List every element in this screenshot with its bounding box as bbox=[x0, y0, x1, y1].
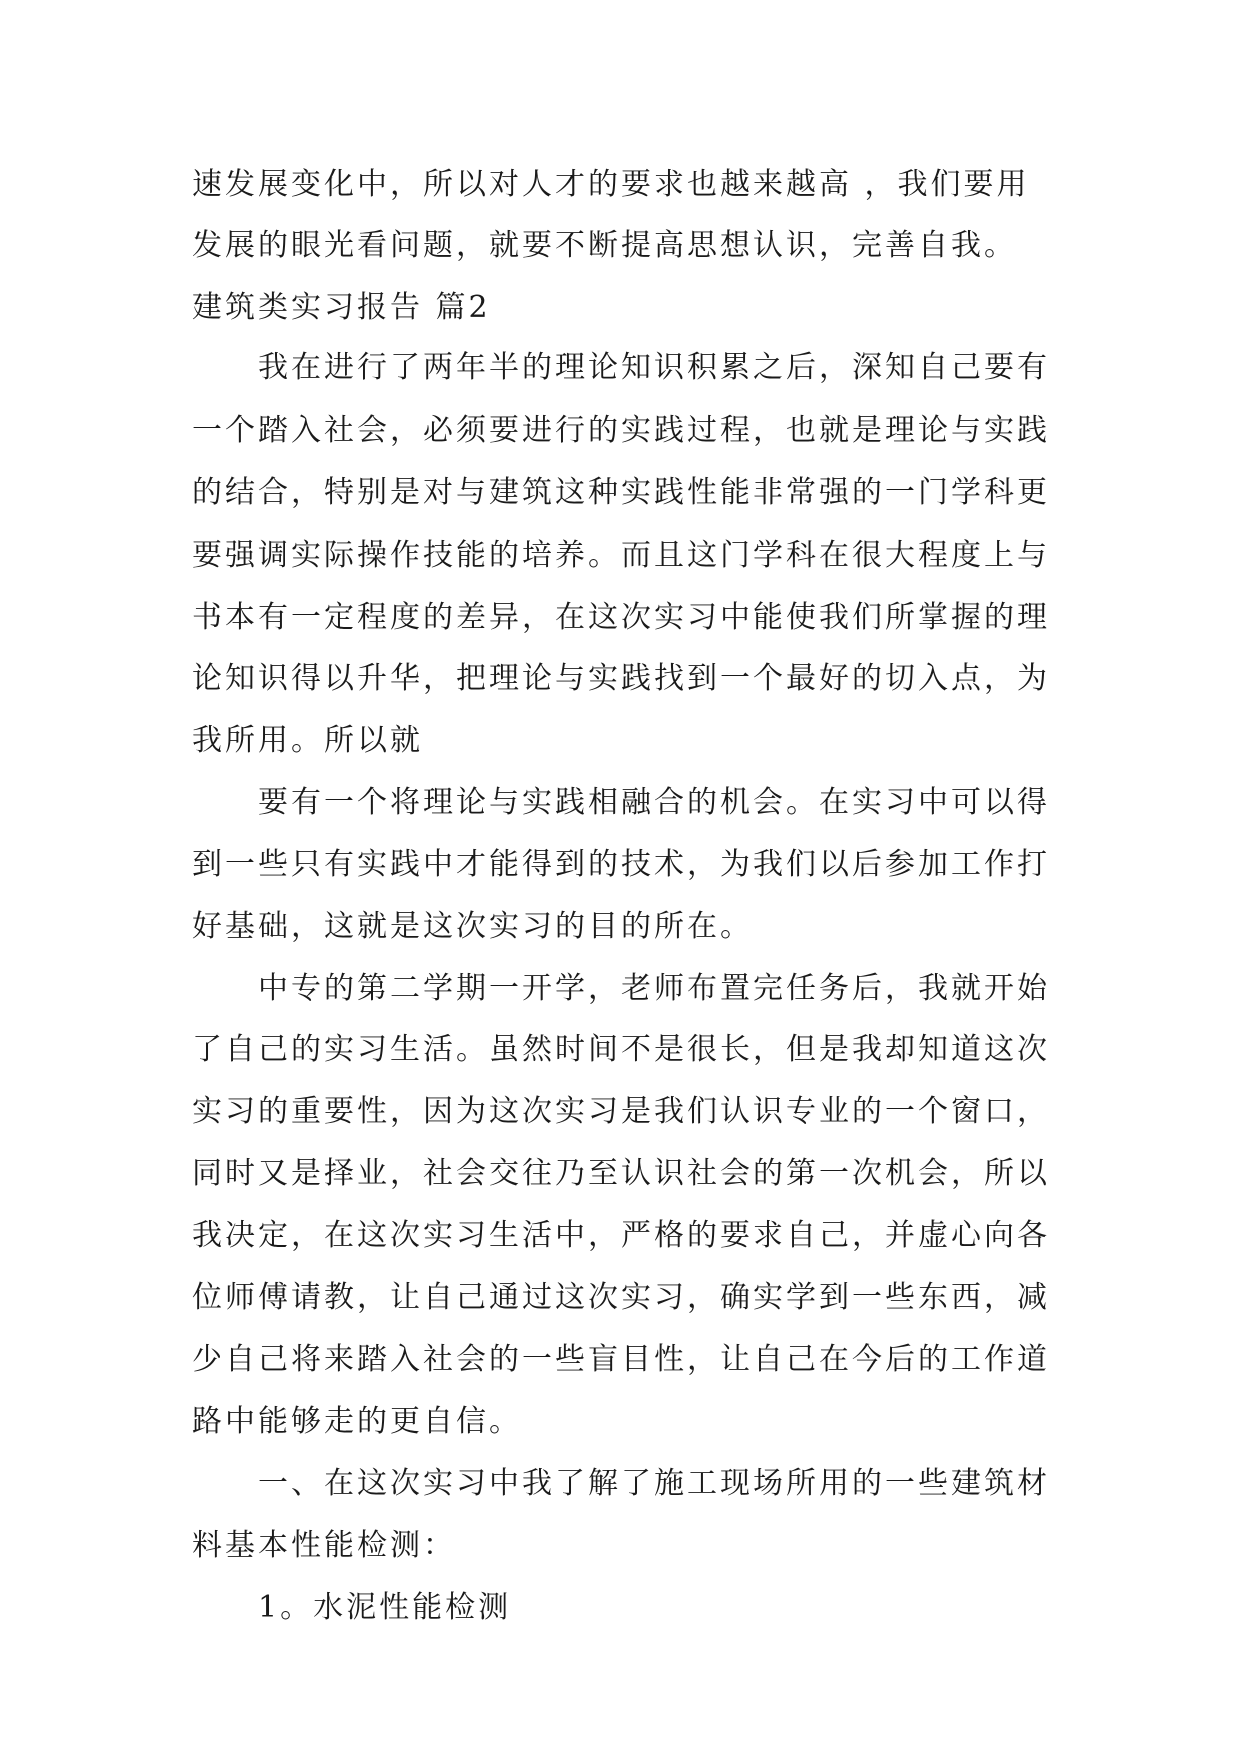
text-line: 要强调实际操作技能的培养。而且这门学科在很大程度上与 bbox=[192, 538, 1050, 573]
text-line: 了自己的实习生活。虽然时间不是很长，但是我却知道这次 bbox=[192, 1032, 1050, 1067]
text-line: 我所用。所以就 bbox=[192, 723, 423, 758]
numbered-item: 1。水泥性能检测 bbox=[258, 1590, 512, 1625]
paragraph-first-line: 要有一个将理论与实践相融合的机会。在实习中可以得 bbox=[258, 785, 1050, 820]
text-line: 位师傅请教，让自己通过这次实习，确实学到一些东西，减 bbox=[192, 1280, 1050, 1315]
text-line: 实习的重要性，因为这次实习是我们认识专业的一个窗口， bbox=[192, 1094, 1050, 1129]
text-line: 少自己将来踏入社会的一些盲目性，让自己在今后的工作道 bbox=[192, 1342, 1050, 1377]
text-line: 的结合，特别是对与建筑这种实践性能非常强的一门学科更 bbox=[192, 475, 1050, 510]
section-heading: 建筑类实习报告 篇2 bbox=[192, 290, 491, 325]
text-line: 料基本性能检测： bbox=[192, 1528, 456, 1563]
paragraph-first-line: 我在进行了两年半的理论知识积累之后，深知自己要有 bbox=[258, 350, 1050, 385]
text-line: 到一些只有实践中才能得到的技术，为我们以后参加工作打 bbox=[192, 847, 1050, 882]
text-line: 发展的眼光看问题，就要不断提高思想认识，完善自我。 bbox=[192, 228, 1017, 263]
text-line: 论知识得以升华，把理论与实践找到一个最好的切入点，为 bbox=[192, 661, 1050, 696]
text-line: 书本有一定程度的差异，在这次实习中能使我们所掌握的理 bbox=[192, 600, 1050, 635]
text-line: 我决定，在这次实习生活中，严格的要求自己，并虚心向各 bbox=[192, 1218, 1050, 1253]
paragraph-first-line: 中专的第二学期一开学，老师布置完任务后，我就开始 bbox=[258, 971, 1050, 1006]
paragraph-first-line: 一、在这次实习中我了解了施工现场所用的一些建筑材 bbox=[258, 1466, 1050, 1501]
text-line: 一个踏入社会，必须要进行的实践过程，也就是理论与实践 bbox=[192, 413, 1050, 448]
text-line: 速发展变化中，所以对人才的要求也越来越高 ，我们要用 bbox=[192, 167, 1030, 202]
text-line: 好基础，这就是这次实习的目的所在。 bbox=[192, 909, 753, 944]
text-line: 同时又是择业，社会交往乃至认识社会的第一次机会，所以 bbox=[192, 1156, 1050, 1191]
text-line: 路中能够走的更自信。 bbox=[192, 1404, 522, 1439]
